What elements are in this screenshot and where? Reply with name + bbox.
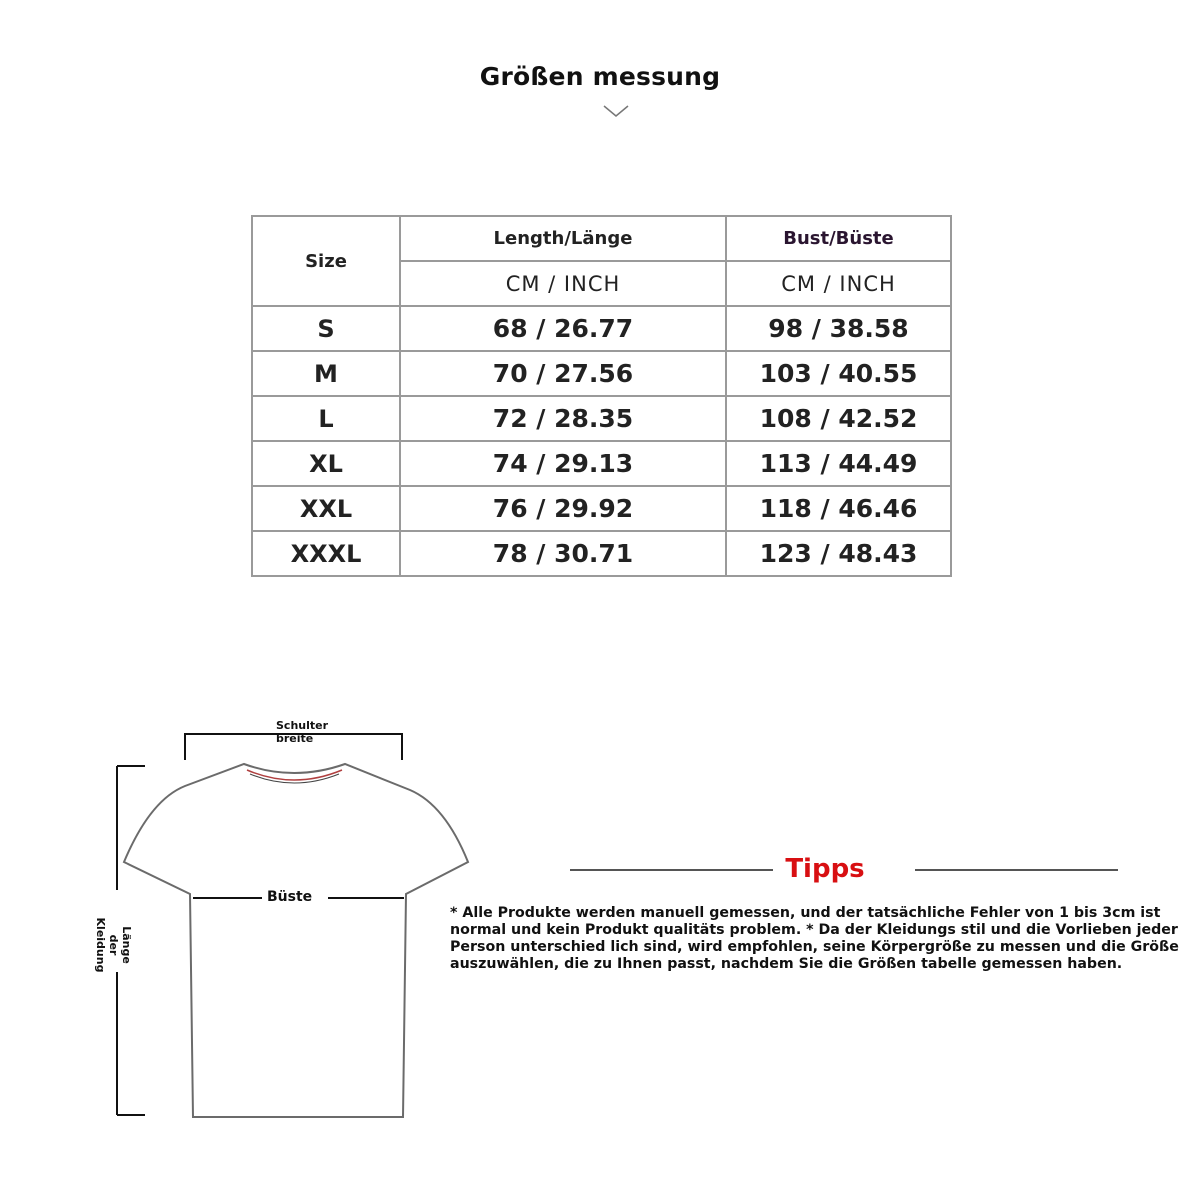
shoulder-width-label xyxy=(276,719,328,745)
size-column-header: Size xyxy=(252,216,400,306)
bust-cell: 113 / 44.49 xyxy=(726,441,951,486)
length-cell: 70 / 27.56 xyxy=(400,351,726,396)
size-cell: XXXL xyxy=(252,531,400,576)
bust-cell: 103 / 40.55 xyxy=(726,351,951,396)
length-cell: 74 / 29.13 xyxy=(400,441,726,486)
shoulder-label-line-2: breite xyxy=(276,732,314,745)
length-cell: 68 / 26.77 xyxy=(400,306,726,351)
length-label-line-3: Kleidung xyxy=(94,917,107,973)
tshirt-outline-icon xyxy=(124,764,468,1117)
length-cell: 72 / 28.35 xyxy=(400,396,726,441)
size-cell: L xyxy=(252,396,400,441)
size-cell: M xyxy=(252,351,400,396)
bust-cell: 108 / 42.52 xyxy=(726,396,951,441)
size-cell: XXL xyxy=(252,486,400,531)
bust-cell: 118 / 46.46 xyxy=(726,486,951,531)
size-cell: XL xyxy=(252,441,400,486)
clothing-length-label xyxy=(93,890,133,1000)
length-label-line-1: Länge xyxy=(120,926,133,964)
length-cell: 78 / 30.71 xyxy=(400,531,726,576)
length-label-line-2: der xyxy=(107,934,120,956)
length-column-header: Length/Länge xyxy=(400,216,726,261)
tips-title: Tipps xyxy=(785,854,865,884)
shoulder-label-line-1: Schulter xyxy=(276,719,329,732)
bust-cell: 123 / 48.43 xyxy=(726,531,951,576)
bust-cell: 98 / 38.58 xyxy=(726,306,951,351)
tips-text: * Alle Produkte werden manuell gemessen, und der tatsächliche Fehler von 1 bis 3cm ist normal und kein Produkt qualitäts problem. * Da der Kleidungs stil und die Vorlieben jeder Person unterschied lich sind, wird empfohlen, seine Körpergröße zu messen und die Größe auszuwählen, die zu Ihnen passt, nachdem Sie die Größen tabelle gemessen haben. xyxy=(450,905,1179,972)
page-title: Größen messung xyxy=(479,62,721,91)
size-cell: S xyxy=(252,306,400,351)
length-cell: 76 / 29.92 xyxy=(400,486,726,531)
bust-column-header: Bust/Büste xyxy=(726,216,951,261)
length-unit-label: CM / INCH xyxy=(400,261,726,306)
bust-label: Büste xyxy=(267,889,313,905)
bust-unit-label: CM / INCH xyxy=(726,261,951,306)
